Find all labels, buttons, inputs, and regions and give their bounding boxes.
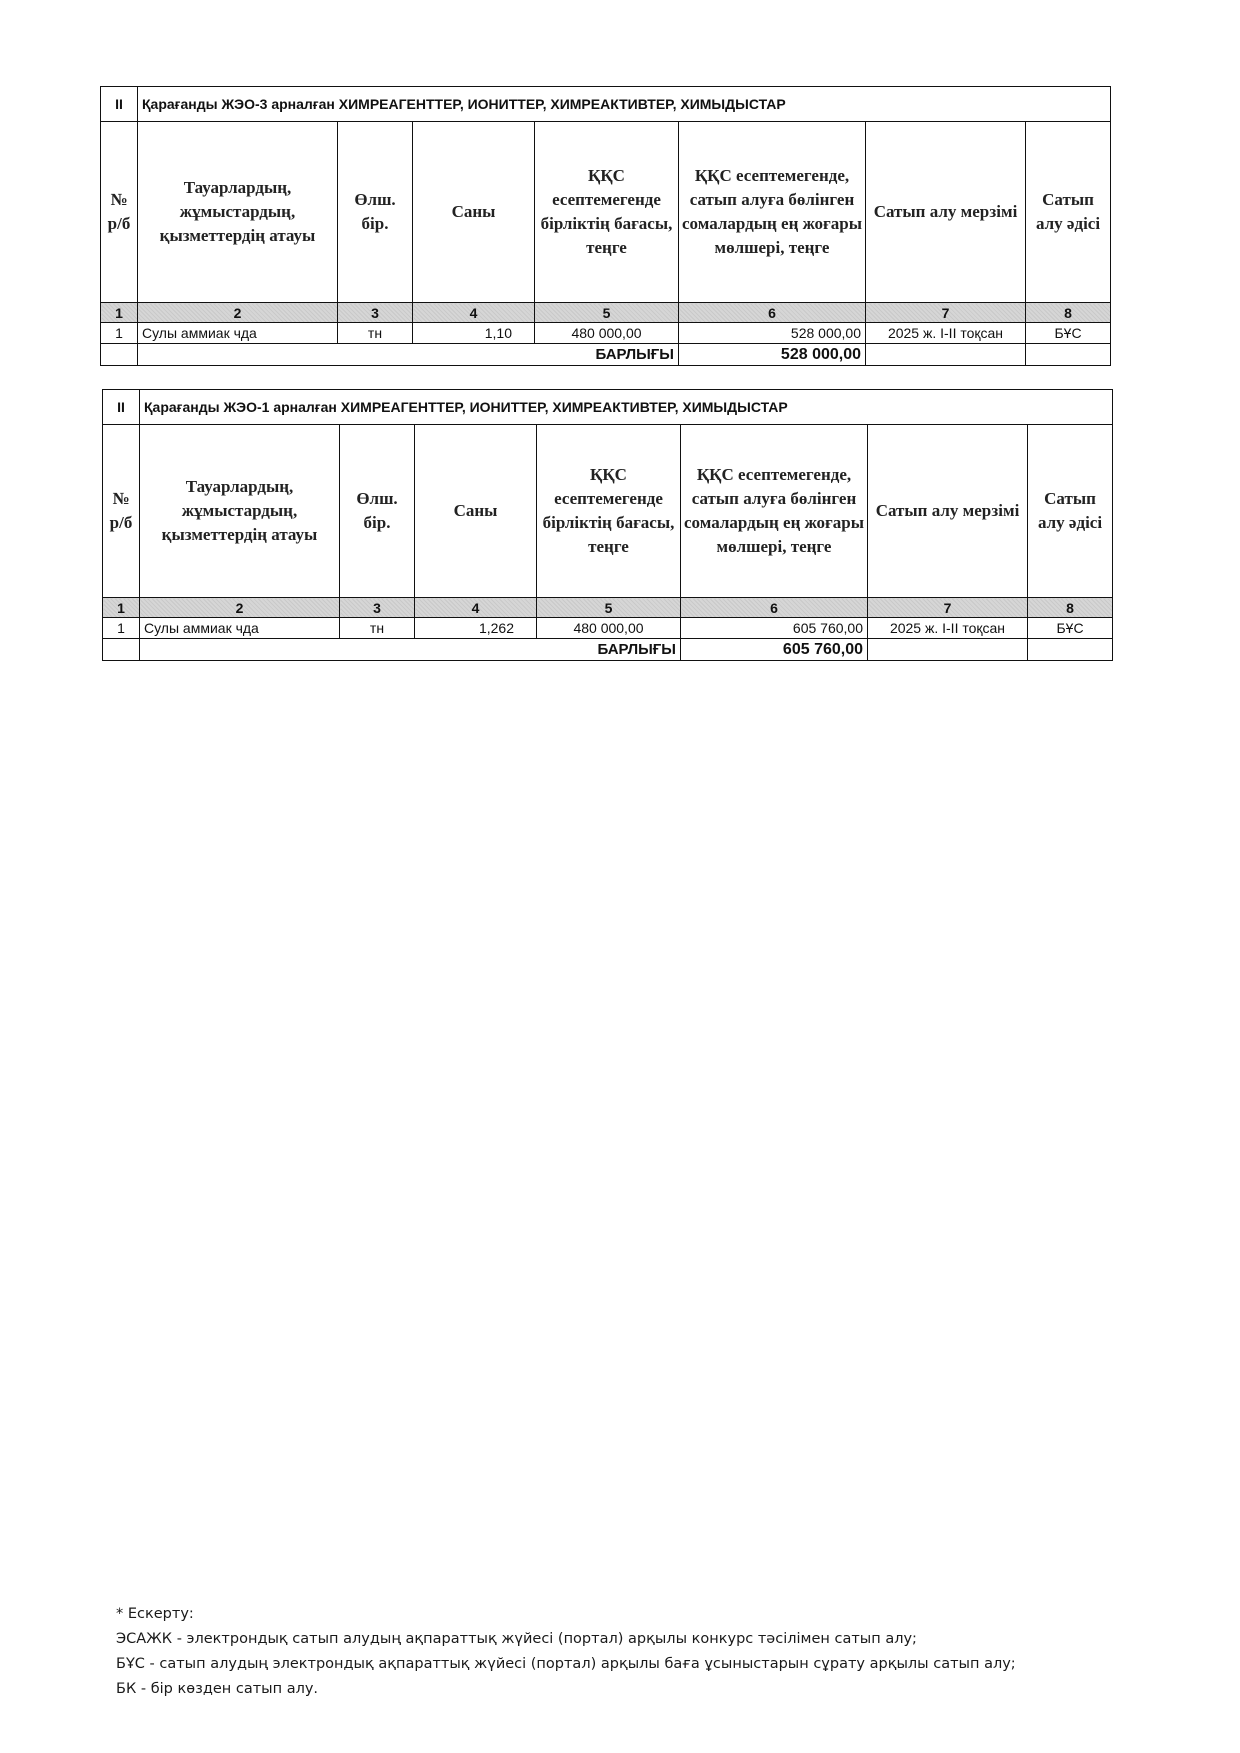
row-term: 2025 ж. I-II тоқсан: [868, 618, 1028, 639]
total-row: [101, 344, 1111, 366]
col-number: 6: [679, 303, 866, 323]
col-number: 5: [537, 598, 681, 618]
col-number: 3: [340, 598, 415, 618]
table-row: [103, 618, 1113, 639]
col-number: 7: [868, 598, 1028, 618]
header-qty: Саны: [415, 425, 537, 598]
footnote-line: БК - бір көзден сатып алу.: [116, 1681, 319, 1697]
row-qty: 1,262: [415, 618, 537, 639]
col-number: 1: [101, 303, 138, 323]
row-price: 480 000,00: [537, 618, 681, 639]
header-no: № р/б: [103, 425, 140, 598]
column-number-row: [103, 598, 1113, 618]
header-price: ҚҚС есептемегенде бірліктің бағасы, теңге: [535, 122, 679, 303]
header-method: Сатып алу әдісі: [1026, 122, 1111, 303]
header-sum: ҚҚС есептемегенде, сатып алуға бөлінген сомалардың ең жоғары мөлшері, теңге: [681, 425, 868, 598]
table-title-row: [103, 390, 1113, 425]
col-number: 1: [103, 598, 140, 618]
footnote-line: БҰС - сатып алудың электрондық ақпараттық жүйесі (портал) арқылы баға ұсыныстарын сұрату арқылы сатып алу;: [116, 1656, 1016, 1672]
header-price: ҚҚС есептемегенде бірліктің бағасы, теңге: [537, 425, 681, 598]
section-number: II: [101, 87, 138, 122]
col-number: 8: [1028, 598, 1113, 618]
col-number: 7: [866, 303, 1026, 323]
table-row: [101, 323, 1111, 344]
footnote-heading: * Ескерту:: [116, 1606, 194, 1622]
procurement-table-1: [100, 86, 1111, 366]
row-method: БҰС: [1026, 323, 1111, 344]
header-qty: Саны: [413, 122, 535, 303]
total-value: 605 760,00: [681, 639, 868, 661]
col-number: 8: [1026, 303, 1111, 323]
table-title: Қарағанды ЖЭО-3 арналған ХИМРЕАГЕНТТЕР, ИОНИТТЕР, ХИМРЕАКТИВТЕР, ХИМЫДЫСТАР: [138, 87, 1111, 122]
empty-cell: [868, 639, 1028, 661]
col-number: 4: [413, 303, 535, 323]
col-number: 4: [415, 598, 537, 618]
header-term: Сатып алу мерзімі: [866, 122, 1026, 303]
header-method: Сатып алу әдісі: [1028, 425, 1113, 598]
header-term: Сатып алу мерзімі: [868, 425, 1028, 598]
col-number: 3: [338, 303, 413, 323]
header-no: № р/б: [101, 122, 138, 303]
col-number: 5: [535, 303, 679, 323]
col-number: 2: [140, 598, 340, 618]
header-name: Тауарлардың, жұмыстардың, қызметтердің атауы: [140, 425, 340, 598]
empty-cell: [101, 344, 138, 366]
col-number: 2: [138, 303, 338, 323]
column-number-row: [101, 303, 1111, 323]
header-unit: Өлш. бір.: [340, 425, 415, 598]
total-label: БАРЛЫҒЫ: [140, 639, 681, 661]
row-term: 2025 ж. I-II тоқсан: [866, 323, 1026, 344]
empty-cell: [1026, 344, 1111, 366]
row-unit: тн: [338, 323, 413, 344]
table-title-row: [101, 87, 1111, 122]
row-name: Сулы аммиак чда: [138, 323, 338, 344]
total-label: БАРЛЫҒЫ: [138, 344, 679, 366]
row-sum: 605 760,00: [681, 618, 868, 639]
row-sum: 528 000,00: [679, 323, 866, 344]
row-no: 1: [103, 618, 140, 639]
footnote: [116, 1602, 1176, 1702]
col-number: 6: [681, 598, 868, 618]
total-value: 528 000,00: [679, 344, 866, 366]
procurement-table-2: [102, 389, 1113, 661]
header-name: Тауарлардың, жұмыстардың, қызметтердің атауы: [138, 122, 338, 303]
header-unit: Өлш. бір.: [338, 122, 413, 303]
header-sum: ҚҚС есептемегенде, сатып алуға бөлінген сомалардың ең жоғары мөлшері, теңге: [679, 122, 866, 303]
row-method: БҰС: [1028, 618, 1113, 639]
empty-cell: [866, 344, 1026, 366]
footnote-line: ЭСАЖК - электрондық сатып алудың ақпараттық жүйесі (портал) арқылы конкурс тәсілімен сатып алу;: [116, 1631, 917, 1647]
table-header-row: [103, 425, 1113, 598]
empty-cell: [103, 639, 140, 661]
row-unit: тн: [340, 618, 415, 639]
section-number: II: [103, 390, 140, 425]
empty-cell: [1028, 639, 1113, 661]
table-title: Қарағанды ЖЭО-1 арналған ХИМРЕАГЕНТТЕР, ИОНИТТЕР, ХИМРЕАКТИВТЕР, ХИМЫДЫСТАР: [140, 390, 1113, 425]
row-no: 1: [101, 323, 138, 344]
row-name: Сулы аммиак чда: [140, 618, 340, 639]
table-header-row: [101, 122, 1111, 303]
row-qty: 1,10: [413, 323, 535, 344]
row-price: 480 000,00: [535, 323, 679, 344]
total-row: [103, 639, 1113, 661]
